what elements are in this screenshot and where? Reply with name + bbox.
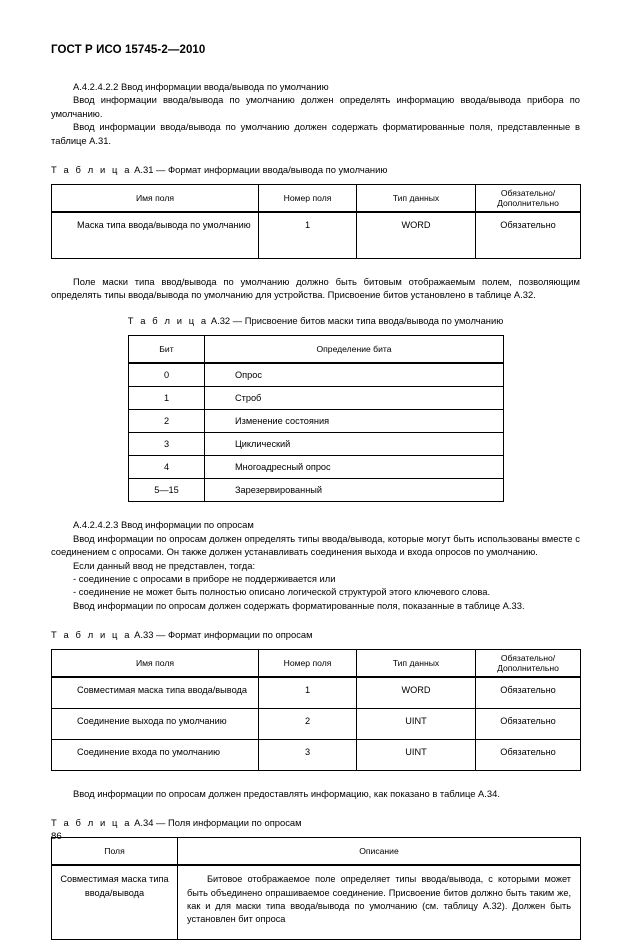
- table-a32-r3-bit: 3: [129, 433, 205, 456]
- table-caption-title-a33: Формат информации по опросам: [168, 629, 313, 641]
- table-a32-r4-definition: Многоадресный опрос: [205, 456, 504, 479]
- table-row: [129, 479, 504, 502]
- paragraph-s1-2: Ввод информации ввода/вывода по умолчанию должен содержать форматированные поля, представленные в таблице А.31.: [51, 121, 580, 146]
- table-header-row: [129, 336, 504, 364]
- table-caption-label-a31: Т а б л и ц а: [51, 164, 132, 176]
- table-header-row: [52, 185, 581, 213]
- table-row: [129, 410, 504, 433]
- table-a32-body: [129, 363, 504, 502]
- table-a33-r0-type: WORD: [357, 677, 476, 708]
- page-number: 86: [51, 831, 62, 842]
- table-a34-col-0: Поля: [52, 838, 178, 866]
- bullet-item-1: - соединение с опросами в приборе не поддерживается или: [73, 572, 336, 584]
- section-heading-a4242-3: A.4.2.4.2.3 Ввод информации по опросам: [73, 519, 254, 531]
- table-a31-r0-name: Маска типа ввода/вывода по умолчанию: [52, 212, 259, 258]
- paragraph-s1-1: Ввод информации ввода/вывода по умолчанию должен определять информацию ввода/вывода прибора по умолчанию.: [51, 94, 580, 119]
- table-caption-label-a34: Т а б л и ц а: [51, 817, 132, 829]
- table-caption-number-a32: А.32: [210, 315, 231, 327]
- table-a33-r1-requirement: Обязательно: [476, 708, 581, 739]
- document-header: ГОСТ Р ИСО 15745-2—2010: [51, 44, 206, 56]
- document-body: [51, 80, 580, 940]
- table-a32-r2-definition: Изменение состояния: [205, 410, 504, 433]
- table-a31-col-2: Тип данных: [357, 185, 476, 213]
- table-a31-col-0: Имя поля: [52, 185, 259, 213]
- table-a32-r0-bit: 0: [129, 363, 205, 387]
- table-a33-r0-number: 1: [259, 677, 357, 708]
- table-caption-dash-a32: —: [232, 315, 243, 327]
- paragraph-s3-2: Если данный ввод не представлен, тогда:: [73, 559, 256, 571]
- table-a31-r0-type: WORD: [357, 212, 476, 258]
- table-row: [52, 212, 581, 258]
- table-row: [129, 433, 504, 456]
- table-a32-r2-bit: 2: [129, 410, 205, 433]
- table-a32-head: [129, 336, 504, 364]
- table-a31-body: [52, 212, 581, 258]
- table-caption-dash-a33: —: [156, 629, 166, 641]
- paragraph-s4-1: Ввод информации по опросам должен предоставлять информацию, как показано в таблице А.34.: [73, 787, 500, 799]
- paragraph-s3-1: Ввод информации по опросам должен определять типы ввода/вывода, которые могут быть использованы вместе с соединением с опросами. Он также должен устанавливать соединения выхода и входа опросов по умолчанию.: [51, 532, 580, 558]
- table-caption-a32: [51, 314, 580, 327]
- table-a31-r0-requirement: Обязательно: [476, 212, 581, 258]
- table-a32-r1-bit: 1: [129, 387, 205, 410]
- table-a34-body: [52, 865, 581, 939]
- table-a32-r4-bit: 4: [129, 456, 205, 479]
- table-row: [52, 739, 581, 770]
- table-caption-dash-a34: —: [156, 817, 166, 829]
- table-a32-r5-definition: Зарезервированный: [205, 479, 504, 502]
- table-a33-col-2: Тип данных: [357, 650, 476, 678]
- table-a33-r1-number: 2: [259, 708, 357, 739]
- table-caption-a33: [51, 628, 580, 641]
- table-a33-body: [52, 677, 581, 770]
- table-row: [129, 456, 504, 479]
- table-a34: [51, 837, 581, 940]
- table-header-row: [52, 838, 581, 866]
- table-row: [129, 387, 504, 410]
- table-a32-col-0: Бит: [129, 336, 205, 364]
- table-a33-col-1: Номер поля: [259, 650, 357, 678]
- table-a34-col-1: Описание: [178, 838, 581, 866]
- table-row: [52, 677, 581, 708]
- table-header-row: [52, 650, 581, 678]
- table-a33-col-3: Обязательно/Дополнительно: [476, 650, 581, 678]
- table-a33-r0-requirement: Обязательно: [476, 677, 581, 708]
- table-row: [52, 708, 581, 739]
- table-caption-a31: [51, 163, 580, 176]
- table-a34-r0-description: Битовое отображаемое поле определяет типы ввода/вывода, с которыми может быть объединено опрашиваемое соединение. Присвоение битов должно быть таким же, как и для маски типа ввода/вывода по умолчанию (см. таблицу А.32). Должен быть установлен бит опроса: [178, 865, 581, 939]
- table-a33-r2-number: 3: [259, 739, 357, 770]
- table-caption-number-a31: А.31: [134, 164, 154, 176]
- table-a31: [51, 184, 581, 259]
- table-a33-r1-type: UINT: [357, 708, 476, 739]
- table-caption-title-a32: Присвоение битов маски типа ввода/вывода по умолчанию: [244, 315, 504, 327]
- paragraph-s2-1: Поле маски типа ввод/вывода по умолчанию должно быть битовым отображаемым полем, позволяющим определять типы ввода/вывода по умолчанию для устройства. Присвоение битов установлено в таблице А.32.: [51, 275, 580, 300]
- table-a33-r1-name: Соединение выхода по умолчанию: [52, 708, 259, 739]
- table-caption-label-a32: Т а б л и ц а: [127, 315, 209, 327]
- table-a32: [128, 335, 504, 502]
- table-a33-r0-name: Совместимая маска типа ввода/вывода: [52, 677, 259, 708]
- table-a34-head: [52, 838, 581, 866]
- table-a33-r2-requirement: Обязательно: [476, 739, 581, 770]
- table-a32-r0-definition: Опрос: [205, 363, 504, 387]
- table-caption-a34: [51, 816, 580, 829]
- table-row: [129, 363, 504, 387]
- table-a31-r0-number: 1: [259, 212, 357, 258]
- table-caption-dash-a31: —: [156, 164, 166, 176]
- table-a33-col-0: Имя поля: [52, 650, 259, 678]
- table-a32-r1-definition: Строб: [205, 387, 504, 410]
- table-caption-label-a33: Т а б л и ц а: [51, 629, 132, 641]
- table-row: [52, 865, 581, 939]
- table-a31-col-3: Обязательно/Дополнительно: [476, 185, 581, 213]
- table-a31-col-1: Номер поля: [259, 185, 357, 213]
- table-a31-head: [52, 185, 581, 213]
- bullet-item-2: - соединение не может быть полностью описано логической структурой этого ключевого слова.: [73, 586, 491, 598]
- paragraph-s3-3: Ввод информации по опросам должен содержать форматированные поля, показанные в таблице А.33.: [73, 599, 525, 611]
- table-a32-r3-definition: Циклический: [205, 433, 504, 456]
- table-a32-col-1: Определение бита: [205, 336, 504, 364]
- table-a33-head: [52, 650, 581, 678]
- table-caption-number-a34: А.34: [134, 817, 154, 829]
- table-a32-r5-bit: 5—15: [129, 479, 205, 502]
- table-caption-title-a31: Формат информации ввода/вывода по умолчанию: [168, 164, 388, 176]
- table-a33: [51, 649, 581, 771]
- table-caption-title-a34: Поля информации по опросам: [168, 817, 302, 829]
- section-heading-a4242-2: A.4.2.4.2.2 Ввод информации ввода/вывода по умолчанию: [73, 81, 329, 92]
- table-a33-r2-type: UINT: [357, 739, 476, 770]
- table-a34-r0-field: Совместимая маска типа ввода/вывода: [52, 865, 178, 939]
- table-a33-r2-name: Соединение входа по умолчанию: [52, 739, 259, 770]
- table-caption-number-a33: А.33: [134, 629, 154, 641]
